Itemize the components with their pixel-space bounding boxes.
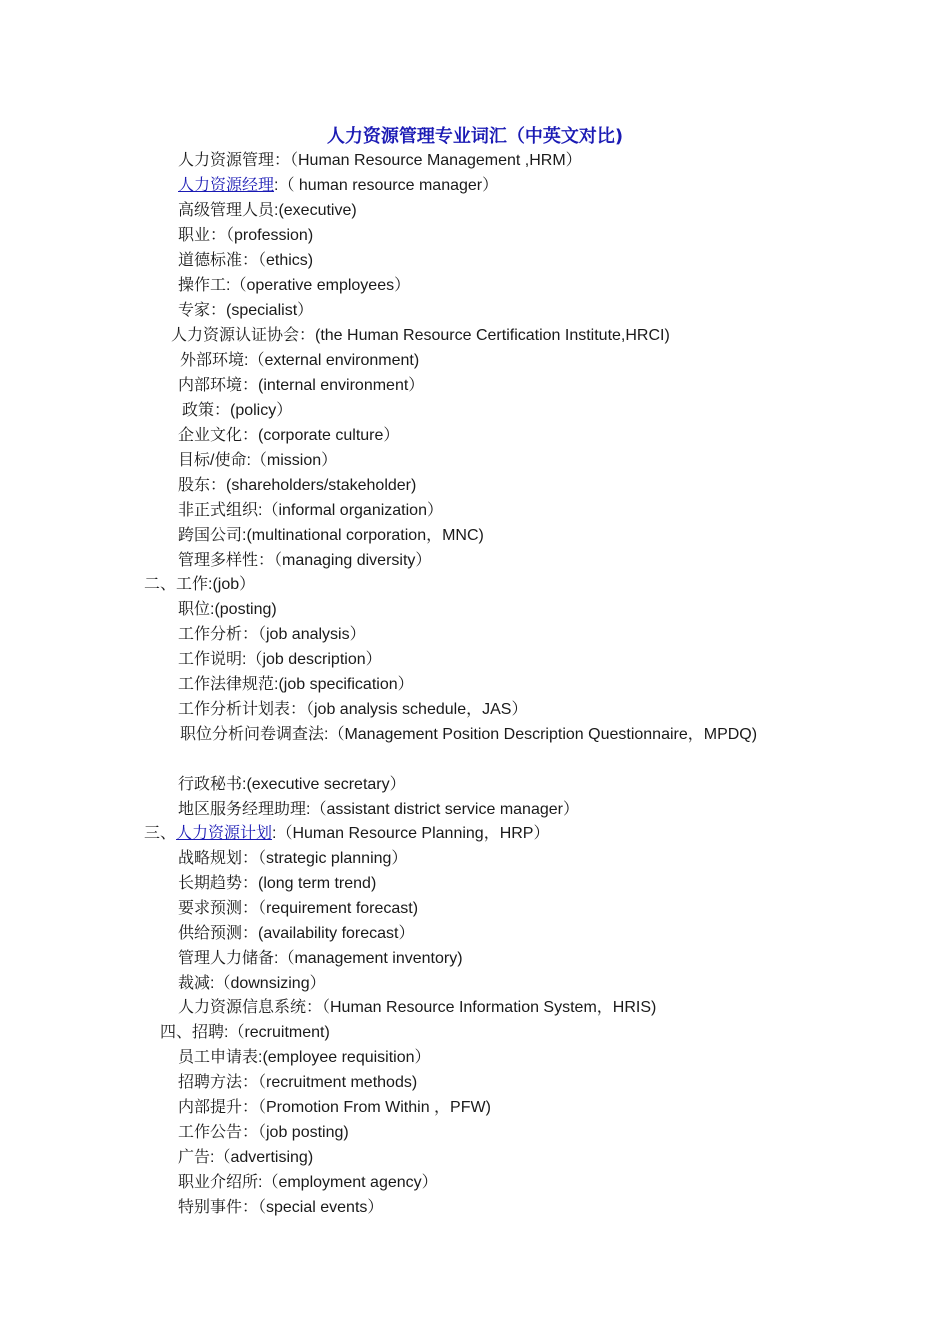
term-line <box>178 997 656 1019</box>
term-line <box>171 325 670 347</box>
term-line <box>178 275 410 297</box>
term-line <box>178 948 463 970</box>
term-line <box>178 450 337 472</box>
term-line <box>178 674 414 696</box>
term-line <box>178 774 406 796</box>
term-text: 供给预测：(availability forecast） <box>178 925 415 942</box>
term-line <box>178 375 424 397</box>
term-text: 企业文化：(corporate culture） <box>178 427 400 444</box>
term-text: 地区服务经理助理:（assistant district service manager） <box>178 801 579 818</box>
section-heading <box>160 1022 330 1044</box>
term-link[interactable]: 人力资源计划 <box>176 825 273 842</box>
term-text: 政策：(policy） <box>182 402 293 419</box>
term-text: 股东：(shareholders/stakeholder) <box>178 477 417 494</box>
term-text: :（Human Resource Planning，HRP） <box>272 825 550 842</box>
term-text: 职业：（profession) <box>178 227 314 244</box>
term-text: 内部提升：（Promotion From Within ，PFW) <box>178 1099 491 1116</box>
term-text: 管理多样性：（managing diversity） <box>178 552 432 569</box>
term-text: 非正式组织:（informal organization） <box>178 502 443 519</box>
term-text: 工作分析：（job analysis） <box>178 626 366 643</box>
term-line <box>178 699 527 721</box>
term-line <box>178 300 313 322</box>
term-line <box>178 1072 417 1094</box>
term-line <box>178 923 415 945</box>
term-line <box>178 624 366 646</box>
term-line <box>178 150 582 172</box>
term-line <box>178 500 443 522</box>
term-line <box>178 1197 383 1219</box>
term-line <box>178 649 382 671</box>
term-text: 工作公告：（job posting) <box>178 1124 349 1141</box>
term-line <box>178 1122 349 1144</box>
term-text: 裁减:（downsizing） <box>178 975 326 992</box>
term-text: 职位:(posting) <box>178 601 277 618</box>
term-line <box>178 898 418 920</box>
term-text: 特别事件：（special events） <box>178 1199 384 1216</box>
term-link[interactable]: 人力资源经理 <box>178 177 275 194</box>
term-text: 跨国公司:(multinational corporation，MNC) <box>178 527 484 544</box>
term-text: 内部环境：(internal environment） <box>178 377 425 394</box>
term-text: 操作工:（operative employees） <box>178 277 411 294</box>
term-text: 二、工作:(job） <box>144 576 256 593</box>
term-text: 高级管理人员:(executive) <box>178 202 357 219</box>
term-line <box>182 400 292 422</box>
term-line <box>180 350 419 372</box>
term-text: 人力资源认证协会：(the Human Resource Certification Institute,HRCI) <box>171 327 670 344</box>
term-line <box>178 550 431 572</box>
section-heading <box>144 574 255 596</box>
term-text: 工作说明:（job description） <box>178 651 382 668</box>
term-text: 招聘方法：（recruitment methods) <box>178 1074 418 1091</box>
term-text: 员工申请表:(employee requisition） <box>178 1049 431 1066</box>
term-text: 职业介绍所:（employment agency） <box>178 1174 438 1191</box>
term-line <box>178 175 498 197</box>
term-text: 人力资源管理：（Human Resource Management ,HRM） <box>178 152 582 169</box>
term-line <box>178 225 313 247</box>
term-text: 四、招聘:（recruitment) <box>160 1024 330 1041</box>
term-text: 道德标准：（ethics) <box>178 252 314 269</box>
term-text: 行政秘书:(executive secretary） <box>178 776 406 793</box>
term-text: 长期趋势：(long term trend) <box>178 875 377 892</box>
term-line <box>178 250 313 272</box>
term-text: 要求预测：（requirement forecast) <box>178 900 419 917</box>
term-text: 人力资源信息系统：（Human Resource Information System，HRIS) <box>178 999 657 1016</box>
term-line <box>178 599 277 621</box>
term-text: 管理人力储备:（management inventory) <box>178 950 463 967</box>
term-line <box>178 799 579 821</box>
term-line <box>178 1097 491 1119</box>
term-line <box>178 525 484 547</box>
term-line <box>178 1172 438 1194</box>
section-heading <box>144 823 549 845</box>
document-title: 人力资源管理专业词汇（中英文对比) <box>326 126 624 147</box>
term-text: 广告:（advertising) <box>178 1149 314 1166</box>
term-text: 外部环境:（external environment) <box>180 352 420 369</box>
term-text: 工作法律规范:(job specification） <box>178 676 414 693</box>
term-text: 战略规划：（strategic planning） <box>178 850 408 867</box>
section-number: 三、 <box>144 825 177 842</box>
term-line <box>178 1047 431 1069</box>
term-text: 职位分析问卷调查法:（Management Position Description Questionnaire，MPDQ) <box>180 726 758 743</box>
term-line <box>178 973 326 995</box>
term-line <box>178 475 416 497</box>
term-line <box>178 1147 313 1169</box>
term-text: 工作分析计划表：（job analysis schedule，JAS） <box>178 701 528 718</box>
term-line <box>178 873 376 895</box>
term-text: 专家：(specialist） <box>178 302 314 319</box>
term-line <box>178 848 407 870</box>
term-text: :（ human resource manager） <box>274 177 499 194</box>
term-line <box>178 425 399 447</box>
term-line <box>178 200 357 222</box>
term-text: 目标/使命:（mission） <box>178 452 338 469</box>
term-line <box>180 724 757 746</box>
